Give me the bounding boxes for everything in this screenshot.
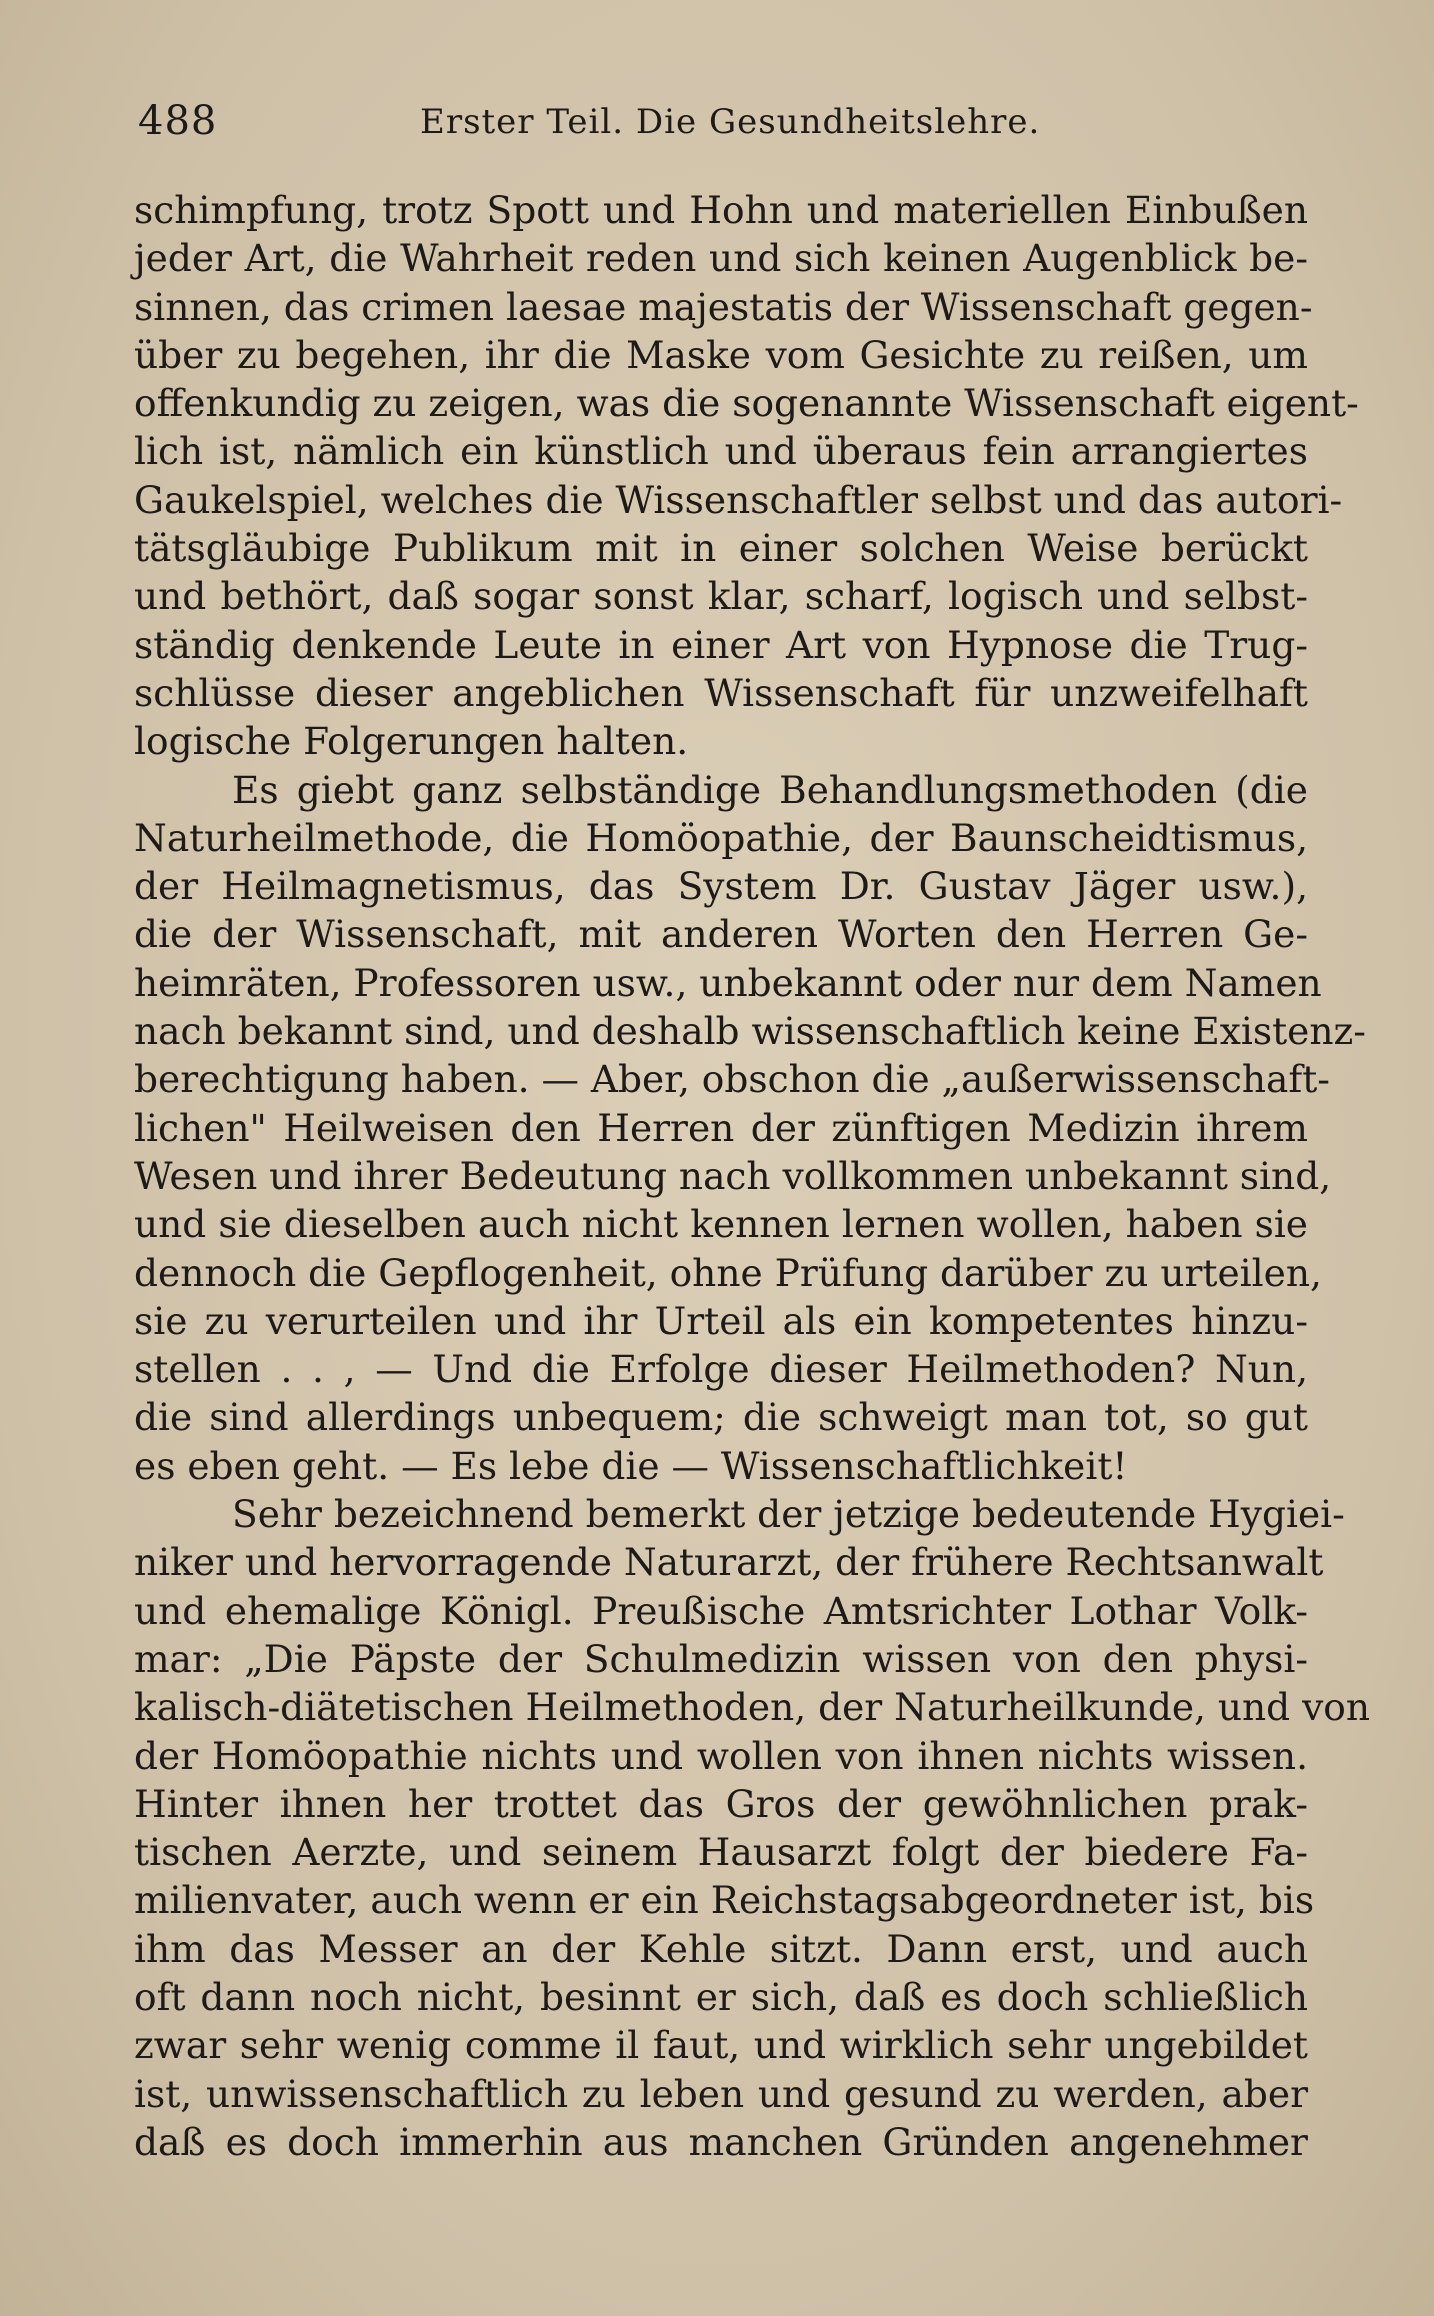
- text-line: sie zu verurteilen und ihr Urteil als ein kompetentes hinzu-: [134, 1298, 1308, 1343]
- text-line: und sie dieselben auch nicht kennen lernen wollen, haben sie: [134, 1202, 1308, 1247]
- text-line: ihm das Messer an der Kehle sitzt. Dann erst, und auch: [134, 1926, 1308, 1971]
- text-line: Hinter ihnen her trottet das Gros der gewöhnlichen prak-: [134, 1781, 1308, 1826]
- text-line: es eben geht. — Es lebe die — Wissenschaftlichkeit!: [134, 1443, 1128, 1488]
- running-head: [134, 92, 1308, 164]
- text-line: niker und hervorragende Naturarzt, der frühere Rechtsanwalt: [134, 1540, 1324, 1585]
- text-line: jeder Art, die Wahrheit reden und sich keinen Augenblick be-: [134, 236, 1308, 281]
- running-title: Erster Teil. Die Gesundheitslehre.: [420, 102, 1041, 142]
- text-line: Es giebt ganz selbständige Behandlungsmethoden (die: [232, 767, 1308, 812]
- text-line: lich ist, nämlich ein künstlich und überaus fein arrangiertes: [134, 429, 1308, 474]
- text-line: der Heilmagnetismus, das System Dr. Gustav Jäger usw.),: [134, 864, 1308, 909]
- text-line: heimräten, Professoren usw., unbekannt oder nur dem Namen: [134, 960, 1322, 1005]
- paragraph-1: [134, 186, 1359, 766]
- paragraph-3: [134, 1490, 1370, 2166]
- text-line: offenkundig zu zeigen, was die sogenannte Wissenschaft eigent-: [134, 381, 1359, 426]
- page-number: 488: [138, 98, 218, 144]
- text-line: Sehr bezeichnend bemerkt der jetzige bedeutende Hygiei-: [232, 1492, 1345, 1537]
- text-line: dennoch die Gepflogenheit, ohne Prüfung darüber zu urteilen,: [134, 1250, 1322, 1295]
- text-line: kalisch-diätetischen Heilmethoden, der Naturheilkunde, und von: [134, 1685, 1370, 1730]
- text-line: und bethört, daß sogar sonst klar, scharf, logisch und selbst-: [134, 574, 1308, 619]
- text-line: milienvater, auch wenn er ein Reichstagsabgeordneter ist, bis: [134, 1878, 1315, 1923]
- text-line: zwar sehr wenig comme il faut, und wirklich sehr ungebildet: [134, 2023, 1308, 2068]
- text-line: tätsgläubige Publikum mit in einer solchen Weise berückt: [134, 526, 1308, 571]
- text-line: daß es doch immerhin aus manchen Gründen angenehmer: [134, 2119, 1308, 2164]
- text-line: tischen Aerzte, und seinem Hausarzt folgt der biedere Fa-: [134, 1830, 1308, 1875]
- text-line: und ehemalige Königl. Preußische Amtsrichter Lothar Volk-: [134, 1588, 1308, 1633]
- text-line: sinnen, das crimen laesae majestatis der Wissenschaft gegen-: [134, 284, 1313, 329]
- text-line: Naturheilmethode, die Homöopathie, der Baunscheidtismus,: [134, 815, 1308, 860]
- body-text: [134, 186, 1370, 2166]
- text-line: berechtigung haben. — Aber, obschon die „außerwissenschaft-: [134, 1057, 1330, 1102]
- text-line: oft dann noch nicht, besinnt er sich, daß es doch schließlich: [134, 1974, 1308, 2019]
- text-line: die sind allerdings unbequem; die schweigt man tot, so gut: [134, 1395, 1308, 1440]
- text-line: logische Folgerungen halten.: [134, 719, 689, 764]
- paragraph-2: [134, 766, 1366, 1490]
- text-line: schlüsse dieser angeblichen Wissenschaft für unzweifelhaft: [134, 670, 1308, 715]
- text-line: stellen . . , — Und die Erfolge dieser Heilmethoden? Nun,: [134, 1347, 1308, 1392]
- text-line: Wesen und ihrer Bedeutung nach vollkommen unbekannt sind,: [134, 1153, 1332, 1198]
- text-line: nach bekannt sind, und deshalb wissenschaftlich keine Existenz-: [134, 1009, 1366, 1054]
- text-line: schimpfung, trotz Spott und Hohn und materiellen Einbußen: [134, 188, 1308, 232]
- text-line: der Homöopathie nichts und wollen von ihnen nichts wissen.: [134, 1733, 1308, 1778]
- text-line: die der Wissenschaft, mit anderen Worten den Herren Ge-: [134, 912, 1308, 957]
- text-line: mar: „Die Päpste der Schulmedizin wissen von den physi-: [134, 1636, 1308, 1681]
- text-line: ist, unwissenschaftlich zu leben und gesund zu werden, aber: [134, 2071, 1308, 2116]
- text-line: ständig denkende Leute in einer Art von Hypnose die Trug-: [134, 622, 1308, 667]
- text-line: über zu begehen, ihr die Maske vom Gesichte zu reißen, um: [134, 332, 1308, 377]
- text-line: lichen" Heilweisen den Herren der zünftigen Medizin ihrem: [134, 1105, 1308, 1150]
- text-line: Gaukelspiel, welches die Wissenschaftler selbst und das autori-: [134, 477, 1343, 522]
